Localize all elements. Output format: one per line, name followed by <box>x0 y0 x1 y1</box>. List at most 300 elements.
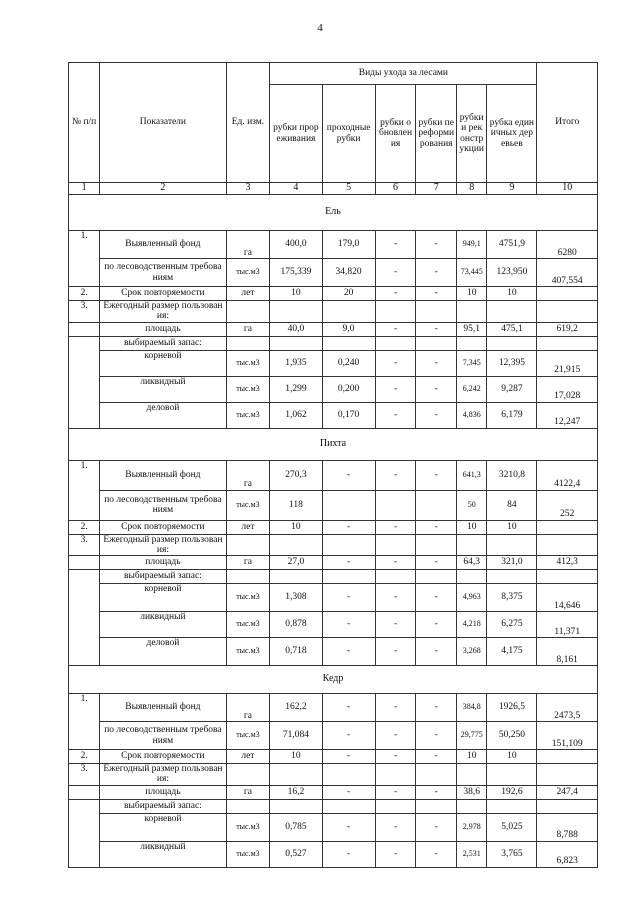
empty-cell <box>270 764 322 786</box>
row-number: 3. <box>69 534 100 556</box>
total-value: 4122,4 <box>537 460 598 490</box>
value-cell <box>416 490 457 520</box>
row-unit: лет <box>226 750 270 764</box>
value-cell: 50,250 <box>487 722 537 750</box>
value-cell: - <box>322 612 375 638</box>
header-passage-cut: проходные рубки <box>322 85 375 183</box>
row-label: выбираемый запас: <box>100 570 226 584</box>
table-row <box>69 287 598 301</box>
value-cell: 71,084 <box>270 722 322 750</box>
value-cell: - <box>375 841 416 867</box>
table-row <box>69 556 598 570</box>
row-label: площадь <box>100 556 226 570</box>
header-total: Итого <box>537 63 598 183</box>
value-cell: 162,2 <box>270 694 322 722</box>
col-index: 1 <box>69 183 100 195</box>
value-cell: - <box>416 402 457 428</box>
row-label: выбираемый запас: <box>100 799 226 813</box>
value-cell: - <box>416 785 457 799</box>
empty-cell <box>487 336 537 350</box>
value-cell: - <box>322 520 375 534</box>
value-cell: - <box>416 612 457 638</box>
table-row <box>69 570 598 584</box>
value-cell: 1,062 <box>270 402 322 428</box>
value-cell: - <box>375 287 416 301</box>
page-number: 4 <box>317 22 323 34</box>
value-cell: 6,275 <box>487 612 537 638</box>
table-row <box>69 231 598 259</box>
empty-cell <box>375 301 416 323</box>
total-value: 247,4 <box>537 785 598 799</box>
row-label: по лесоводственным требованиям <box>100 722 226 750</box>
row-label: Срок повторяемости <box>100 750 226 764</box>
value-cell: - <box>416 694 457 722</box>
row-label: корневой <box>100 813 226 841</box>
empty-cell <box>537 570 598 584</box>
total-value: 619,2 <box>537 322 598 336</box>
empty-cell <box>416 336 457 350</box>
value-cell: 384,8 <box>457 694 487 722</box>
value-cell: - <box>416 322 457 336</box>
table-row <box>69 764 598 786</box>
value-cell: - <box>322 722 375 750</box>
row-unit: га <box>226 785 270 799</box>
empty-cell <box>375 570 416 584</box>
row-label: площадь <box>100 322 226 336</box>
value-cell: 4,218 <box>457 612 487 638</box>
row-unit: тыс.м3 <box>226 402 270 428</box>
empty-cell <box>416 301 457 323</box>
value-cell: - <box>375 460 416 490</box>
table-row <box>69 301 598 323</box>
empty-cell <box>69 799 100 867</box>
total-value: 407,554 <box>537 259 598 287</box>
empty-cell <box>226 570 270 584</box>
row-label: Ежегодный размер пользования: <box>100 764 226 786</box>
value-cell <box>375 490 416 520</box>
value-cell: 16,2 <box>270 785 322 799</box>
row-number: 1. <box>69 694 100 750</box>
section-title-row <box>69 428 598 460</box>
section-title: Ель <box>69 195 598 231</box>
value-cell: 64,3 <box>457 556 487 570</box>
empty-cell <box>487 534 537 556</box>
value-cell: 123,950 <box>487 259 537 287</box>
empty-cell <box>226 534 270 556</box>
value-cell: 0,718 <box>270 638 322 666</box>
row-unit: тыс.м3 <box>226 490 270 520</box>
table-row <box>69 799 598 813</box>
value-cell: 20 <box>322 287 375 301</box>
header-row-1 <box>69 63 598 85</box>
row-unit: тыс.м3 <box>226 813 270 841</box>
value-cell: - <box>416 231 457 259</box>
table-row <box>69 841 598 867</box>
empty-cell <box>226 301 270 323</box>
value-cell: - <box>416 287 457 301</box>
total-value: 412,3 <box>537 556 598 570</box>
table-row <box>69 259 598 287</box>
value-cell: 9,287 <box>487 376 537 402</box>
empty-cell <box>487 301 537 323</box>
empty-cell <box>375 799 416 813</box>
value-cell: 2,978 <box>457 813 487 841</box>
empty-cell <box>416 570 457 584</box>
total-value: 252 <box>537 490 598 520</box>
empty-cell <box>457 799 487 813</box>
total-value: 6280 <box>537 231 598 259</box>
empty-cell <box>69 785 100 799</box>
col-index: 10 <box>537 183 598 195</box>
empty-cell <box>226 799 270 813</box>
value-cell: 949,1 <box>457 231 487 259</box>
value-cell <box>322 490 375 520</box>
value-cell: - <box>322 556 375 570</box>
value-cell: 9,0 <box>322 322 375 336</box>
value-cell: - <box>375 376 416 402</box>
empty-cell <box>322 570 375 584</box>
empty-cell <box>537 534 598 556</box>
value-cell: - <box>416 259 457 287</box>
value-cell: - <box>375 584 416 612</box>
table-row <box>69 694 598 722</box>
value-cell: 10 <box>457 520 487 534</box>
value-cell: - <box>416 750 457 764</box>
value-cell: - <box>322 584 375 612</box>
value-cell: 6,179 <box>487 402 537 428</box>
row-unit: га <box>226 556 270 570</box>
value-cell: 10 <box>487 750 537 764</box>
value-cell: - <box>375 813 416 841</box>
value-cell: 5,025 <box>487 813 537 841</box>
total-value <box>537 520 598 534</box>
value-cell: 1,299 <box>270 376 322 402</box>
empty-cell <box>416 799 457 813</box>
row-number: 2. <box>69 750 100 764</box>
row-label: по лесоводственным требованиям <box>100 259 226 287</box>
value-cell: 1,935 <box>270 350 322 376</box>
value-cell: 475,1 <box>487 322 537 336</box>
empty-cell <box>226 764 270 786</box>
total-value: 11,371 <box>537 612 598 638</box>
row-label: корневой <box>100 350 226 376</box>
value-cell: 175,339 <box>270 259 322 287</box>
value-cell: 4751,9 <box>487 231 537 259</box>
value-cell: 27,0 <box>270 556 322 570</box>
value-cell: 29,775 <box>457 722 487 750</box>
empty-cell <box>537 764 598 786</box>
table-row <box>69 638 598 666</box>
empty-cell <box>69 556 100 570</box>
value-cell: 0,170 <box>322 402 375 428</box>
row-unit: лет <box>226 520 270 534</box>
row-label: Ежегодный размер пользования: <box>100 534 226 556</box>
empty-cell <box>457 336 487 350</box>
row-unit: тыс.м3 <box>226 376 270 402</box>
row-label: корневой <box>100 584 226 612</box>
table-row <box>69 350 598 376</box>
col-index: 4 <box>270 183 322 195</box>
row-label: по лесоводственным требованиям <box>100 490 226 520</box>
table-row <box>69 520 598 534</box>
row-unit: тыс.м3 <box>226 612 270 638</box>
value-cell: - <box>416 584 457 612</box>
value-cell: 3,268 <box>457 638 487 666</box>
empty-cell <box>487 570 537 584</box>
value-cell: 95,1 <box>457 322 487 336</box>
value-cell: - <box>322 841 375 867</box>
value-cell: - <box>375 259 416 287</box>
empty-cell <box>270 799 322 813</box>
value-cell: - <box>322 813 375 841</box>
total-value: 6,823 <box>537 841 598 867</box>
value-cell: 179,0 <box>322 231 375 259</box>
table-row <box>69 336 598 350</box>
row-number: 1. <box>69 231 100 287</box>
value-cell: - <box>375 402 416 428</box>
empty-cell <box>487 799 537 813</box>
row-label: Ежегодный размер пользования: <box>100 301 226 323</box>
row-label: ликвидный <box>100 841 226 867</box>
empty-cell <box>457 301 487 323</box>
row-label: ликвидный <box>100 612 226 638</box>
row-label: Срок повторяемости <box>100 287 226 301</box>
empty-cell <box>322 534 375 556</box>
value-cell: 84 <box>487 490 537 520</box>
header-unit: Ед. изм. <box>226 63 270 183</box>
table-row <box>69 785 598 799</box>
value-cell: - <box>375 231 416 259</box>
value-cell: 192,6 <box>487 785 537 799</box>
empty-cell <box>537 336 598 350</box>
value-cell: 7,345 <box>457 350 487 376</box>
value-cell: 10 <box>487 287 537 301</box>
empty-cell <box>375 534 416 556</box>
row-label: Выявленный фонд <box>100 694 226 722</box>
value-cell: 73,445 <box>457 259 487 287</box>
value-cell: 50 <box>457 490 487 520</box>
row-unit: га <box>226 460 270 490</box>
empty-cell <box>457 764 487 786</box>
table-row <box>69 750 598 764</box>
value-cell: - <box>375 750 416 764</box>
empty-cell <box>537 799 598 813</box>
value-cell: - <box>375 520 416 534</box>
total-value: 151,109 <box>537 722 598 750</box>
table-row <box>69 534 598 556</box>
empty-cell <box>416 764 457 786</box>
value-cell: 0,240 <box>322 350 375 376</box>
table-row <box>69 402 598 428</box>
value-cell: - <box>375 322 416 336</box>
forest-care-table <box>68 62 598 868</box>
value-cell: - <box>416 813 457 841</box>
col-index: 5 <box>322 183 375 195</box>
header-num: № п/п <box>69 63 100 183</box>
table-row <box>69 722 598 750</box>
header-thinning: рубки прореживания <box>270 85 322 183</box>
value-cell: - <box>375 694 416 722</box>
value-cell: 4,836 <box>457 402 487 428</box>
row-label: выбираемый запас: <box>100 336 226 350</box>
row-unit: тыс.м3 <box>226 841 270 867</box>
row-unit: тыс.м3 <box>226 584 270 612</box>
value-cell: 10 <box>457 287 487 301</box>
value-cell: - <box>416 722 457 750</box>
row-label: деловой <box>100 402 226 428</box>
row-number: 3. <box>69 301 100 323</box>
total-value: 21,915 <box>537 350 598 376</box>
value-cell: 10 <box>270 520 322 534</box>
table-row <box>69 490 598 520</box>
value-cell: 1926,5 <box>487 694 537 722</box>
row-label: Срок повторяемости <box>100 520 226 534</box>
value-cell: 3,765 <box>487 841 537 867</box>
empty-cell <box>270 534 322 556</box>
value-cell: 2,531 <box>457 841 487 867</box>
total-value: 17,028 <box>537 376 598 402</box>
empty-cell <box>322 799 375 813</box>
value-cell: - <box>375 612 416 638</box>
value-cell: - <box>322 750 375 764</box>
col-index: 8 <box>457 183 487 195</box>
table-row <box>69 460 598 490</box>
empty-cell <box>457 570 487 584</box>
row-number: 1. <box>69 460 100 520</box>
col-index: 9 <box>487 183 537 195</box>
total-value: 8,161 <box>537 638 598 666</box>
value-cell: - <box>416 376 457 402</box>
empty-cell <box>270 570 322 584</box>
total-value <box>537 750 598 764</box>
header-single-tree-cut: рубка единичных деревьев <box>487 85 537 183</box>
value-cell: - <box>375 785 416 799</box>
row-number: 2. <box>69 520 100 534</box>
value-cell: 321,0 <box>487 556 537 570</box>
value-cell: - <box>416 520 457 534</box>
row-unit: тыс.м3 <box>226 350 270 376</box>
table-row <box>69 813 598 841</box>
total-value: 14,646 <box>537 584 598 612</box>
value-cell: 0,527 <box>270 841 322 867</box>
header-reconstruction-cut: рубки и реконструкции <box>457 85 487 183</box>
value-cell: 6,242 <box>457 376 487 402</box>
row-label: ликвидный <box>100 376 226 402</box>
empty-cell <box>69 570 100 666</box>
empty-cell <box>375 336 416 350</box>
value-cell: 270,3 <box>270 460 322 490</box>
row-label: Выявленный фонд <box>100 231 226 259</box>
value-cell: 0,200 <box>322 376 375 402</box>
value-cell: - <box>375 350 416 376</box>
value-cell: - <box>416 460 457 490</box>
empty-cell <box>487 764 537 786</box>
col-index: 2 <box>100 183 226 195</box>
value-cell: 40,0 <box>270 322 322 336</box>
value-cell: - <box>416 638 457 666</box>
row-unit: лет <box>226 287 270 301</box>
col-index: 7 <box>416 183 457 195</box>
value-cell: - <box>416 350 457 376</box>
table-row <box>69 612 598 638</box>
value-cell: 38,6 <box>457 785 487 799</box>
row-label: деловой <box>100 638 226 666</box>
value-cell: 4,175 <box>487 638 537 666</box>
table-row <box>69 376 598 402</box>
empty-cell <box>226 336 270 350</box>
value-cell: 10 <box>270 287 322 301</box>
section-title: Кедр <box>69 666 598 694</box>
value-cell: - <box>322 785 375 799</box>
total-value: 2473,5 <box>537 694 598 722</box>
empty-cell <box>270 336 322 350</box>
section-title-row <box>69 195 598 231</box>
value-cell: - <box>322 694 375 722</box>
total-value: 8,788 <box>537 813 598 841</box>
total-value: 12,247 <box>537 402 598 428</box>
section-title-row <box>69 666 598 694</box>
empty-cell <box>69 322 100 336</box>
empty-cell <box>416 534 457 556</box>
value-cell: - <box>416 556 457 570</box>
col-index: 3 <box>226 183 270 195</box>
empty-cell <box>69 336 100 428</box>
total-value <box>537 287 598 301</box>
empty-cell <box>457 534 487 556</box>
empty-cell <box>537 301 598 323</box>
row-unit: га <box>226 694 270 722</box>
value-cell: 641,3 <box>457 460 487 490</box>
value-cell: - <box>322 460 375 490</box>
value-cell: 10 <box>270 750 322 764</box>
value-cell: 8,375 <box>487 584 537 612</box>
empty-cell <box>322 301 375 323</box>
empty-cell <box>322 764 375 786</box>
value-cell: - <box>375 638 416 666</box>
row-unit: тыс.м3 <box>226 722 270 750</box>
column-index-row <box>69 183 598 195</box>
header-renewal-cut: рубки обновления <box>375 85 416 183</box>
value-cell: - <box>375 722 416 750</box>
row-unit: га <box>226 231 270 259</box>
row-label: площадь <box>100 785 226 799</box>
value-cell: 0,785 <box>270 813 322 841</box>
header-reformation-cut: рубки переформирования <box>416 85 457 183</box>
table-row <box>69 584 598 612</box>
value-cell: 4,963 <box>457 584 487 612</box>
header-care-types: Виды ухода за лесами <box>270 63 537 85</box>
row-unit: тыс.м3 <box>226 259 270 287</box>
value-cell: - <box>375 556 416 570</box>
empty-cell <box>322 336 375 350</box>
table-row <box>69 322 598 336</box>
row-label: Выявленный фонд <box>100 460 226 490</box>
empty-cell <box>375 764 416 786</box>
value-cell: 0,878 <box>270 612 322 638</box>
value-cell: 12,395 <box>487 350 537 376</box>
row-number: 2. <box>69 287 100 301</box>
row-unit: тыс.м3 <box>226 638 270 666</box>
value-cell: 10 <box>457 750 487 764</box>
value-cell: 400,0 <box>270 231 322 259</box>
value-cell: 34,820 <box>322 259 375 287</box>
value-cell: 10 <box>487 520 537 534</box>
section-title: Пихта <box>69 428 598 460</box>
header-indicators: Показатели <box>100 63 226 183</box>
row-number: 3. <box>69 764 100 786</box>
value-cell: - <box>416 841 457 867</box>
value-cell: 3210,8 <box>487 460 537 490</box>
